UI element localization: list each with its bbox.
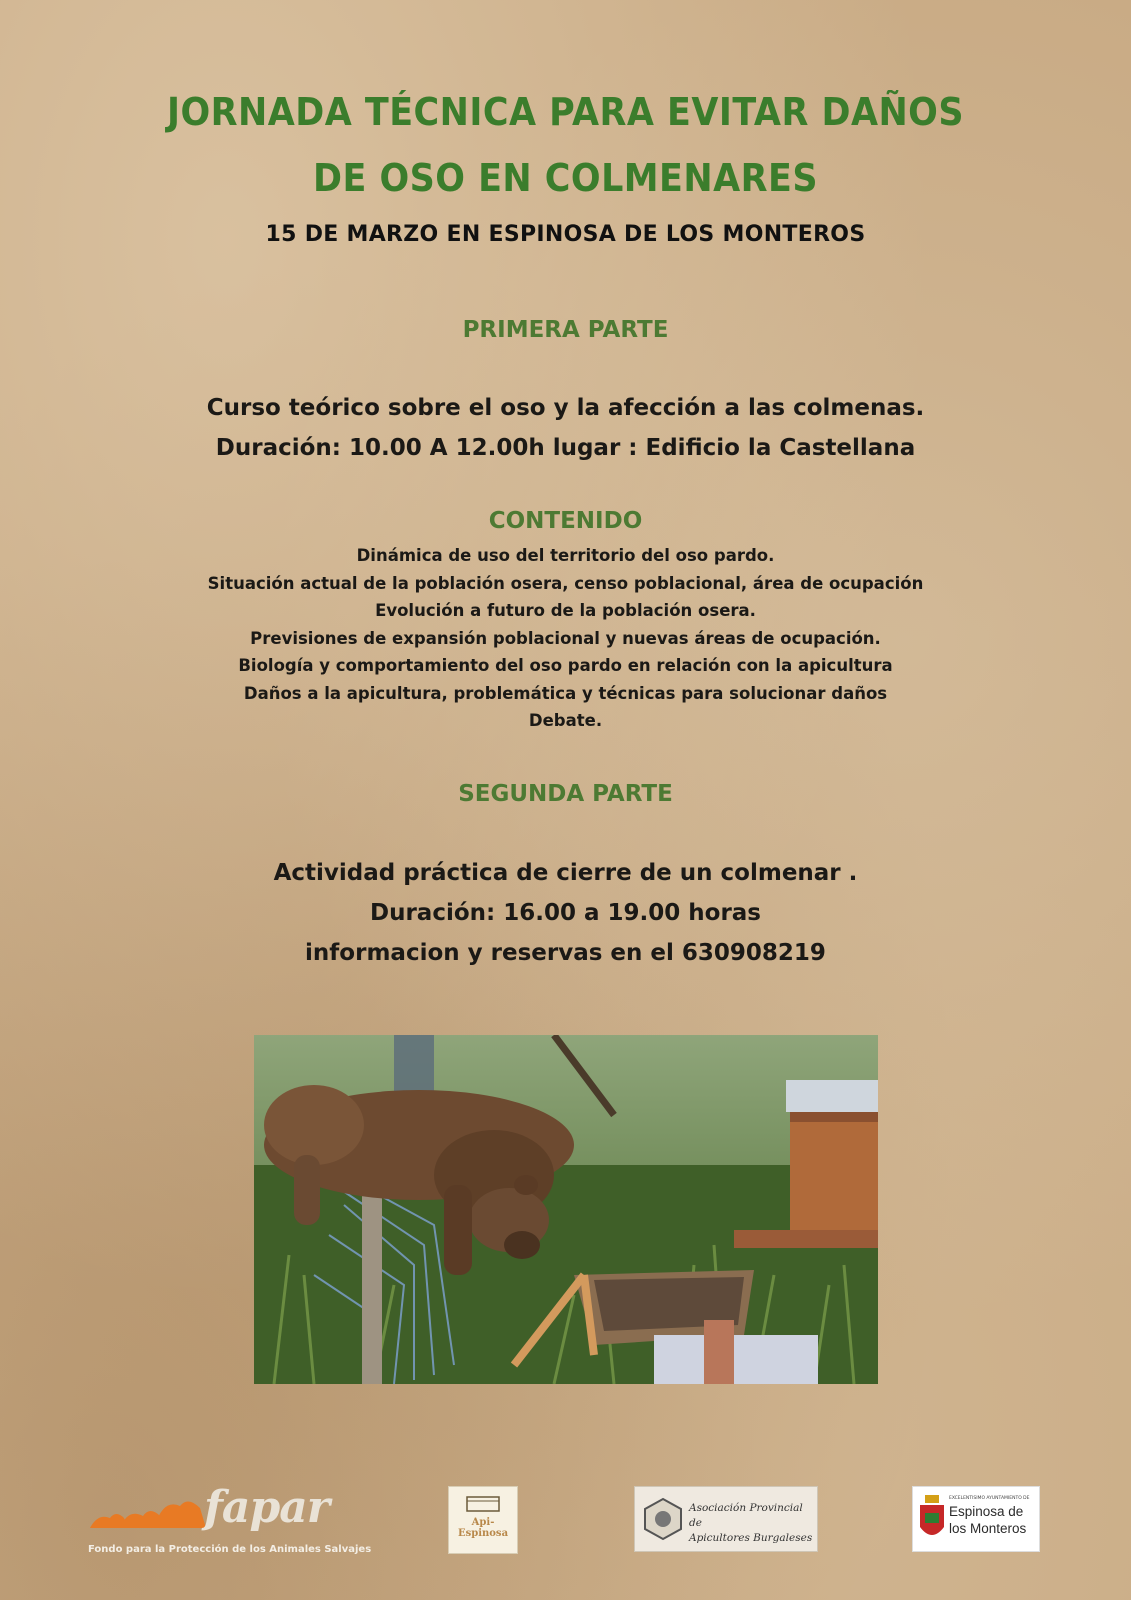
segunda-parte-heading: SEGUNDA PARTE (458, 781, 673, 807)
contenido-item: Dinámica de uso del territorio del oso pardo. (356, 546, 775, 565)
primera-line-1: Curso teórico sobre el oso y la afección a las colmenas. (206, 395, 925, 421)
coat-of-arms-icon (917, 1493, 947, 1545)
ayuntamiento-espinosa-logo (912, 1486, 1040, 1552)
logos-footer (0, 1478, 1131, 1568)
ayuntamiento-name: Espinosa de los Monteros (949, 1504, 1027, 1536)
contenido-item: Situación actual de la población osera, censo poblacional, área de ocupación (207, 573, 924, 593)
segunda-line-2: Duración: 16.00 a 19.00 horas (370, 900, 761, 926)
contenido-item: Daños a la apicultura, problemática y técnicas para solucionar daños (243, 683, 888, 703)
asociacion-text: Asociación Provincial de Apicultores Burgaleses (689, 1502, 813, 1544)
animals-silhouette-icon (88, 1488, 208, 1538)
contenido-item: Previsiones de expansión poblacional y nuevas áreas de ocupación. (250, 628, 881, 648)
api-espinosa-text: Api-Espinosa (457, 1517, 509, 1539)
primera-line-2: Duración: 10.00 A 12.00h lugar : Edificio la Castellana (215, 435, 916, 461)
contenido-list (0, 542, 1131, 735)
hexagon-bee-icon (643, 1497, 683, 1541)
title-line-2: DE OSO EN COLMENARES (313, 156, 818, 200)
bear-beehive-photo (254, 1035, 878, 1384)
contenido-heading: CONTENIDO (488, 508, 643, 534)
contenido-item: Evolución a futuro de la población osera. (375, 601, 756, 620)
fapar-subtitle: Fondo para la Protección de los Animales Salvajes (88, 1544, 372, 1555)
segunda-line-3: informacion y reservas en el 630908219 (305, 940, 826, 966)
hive-icon (463, 1491, 503, 1513)
fapar-wordmark: fapar (204, 1482, 329, 1533)
date-line: 15 DE MARZO EN ESPINOSA DE LOS MONTEROS (265, 222, 866, 247)
contenido-item: Biología y comportamiento del oso pardo en relación con la apicultura (238, 656, 893, 675)
fapar-logo (88, 1482, 388, 1558)
asociacion-apicultores-logo (634, 1486, 818, 1552)
api-espinosa-logo (448, 1486, 518, 1554)
contenido-item: Debate. (528, 711, 603, 730)
title-line-1: JORNADA TÉCNICA PARA EVITAR DAÑOS (166, 90, 965, 134)
primera-parte-heading: PRIMERA PARTE (462, 317, 669, 343)
bear-beehive-illustration (254, 1035, 878, 1384)
ayuntamiento-small-text: EXCELENTISIMO AYUNTAMIENTO DE (949, 1496, 1030, 1501)
segunda-line-1: Actividad práctica de cierre de un colmenar . (273, 860, 858, 886)
